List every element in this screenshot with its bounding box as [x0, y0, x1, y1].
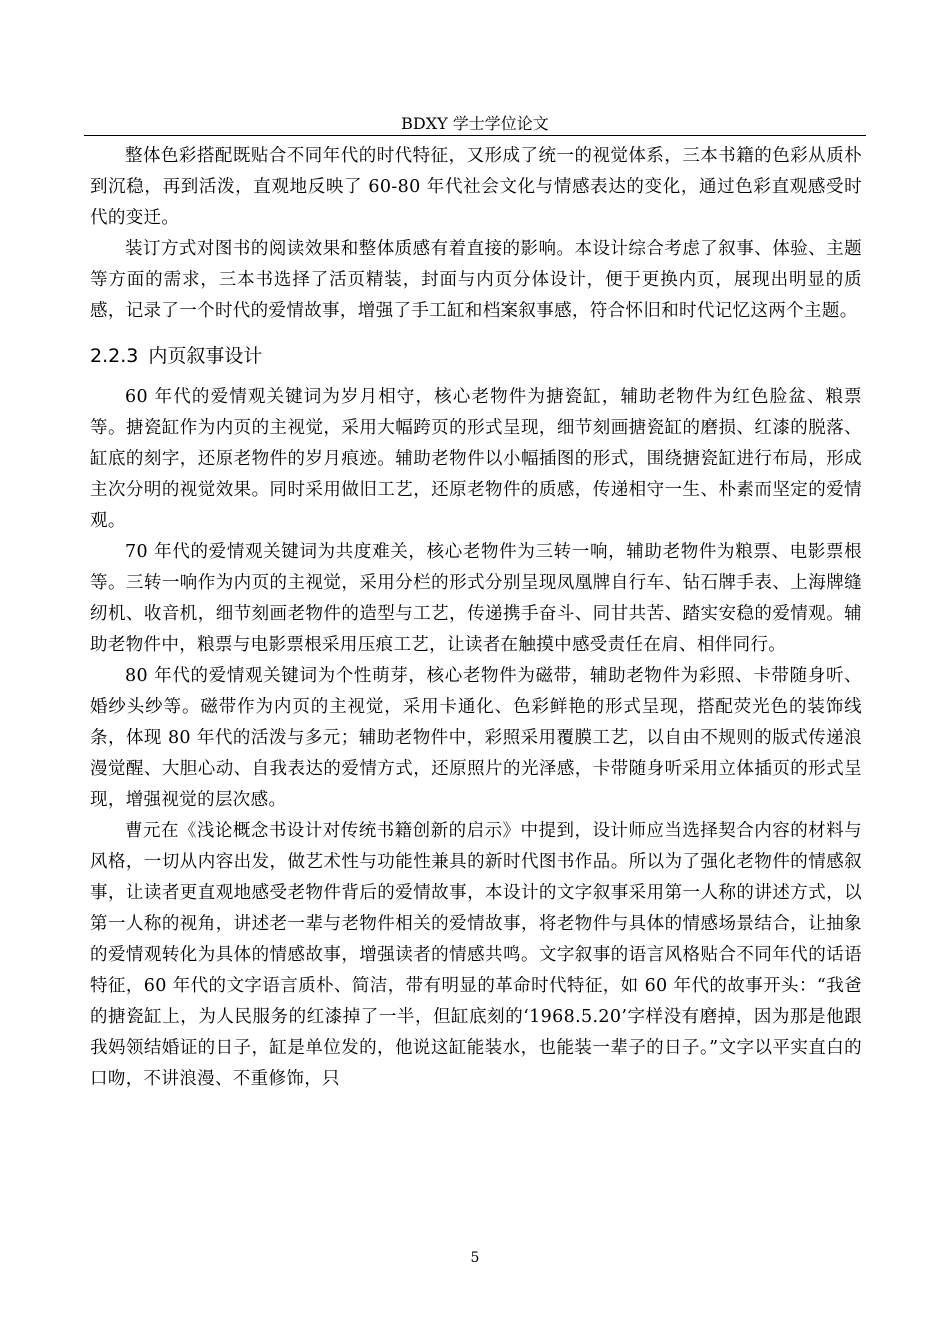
section-heading	[90, 344, 862, 368]
body-paragraph: 装订方式对图书的阅读效果和整体质感有着直接的影响。本设计综合考虑了叙事、体验、主题等方面的需求，三本书选择了活页精装，封面与内页分体设计，便于更换内页，展现出明显的质感，记录了一个时代的爱情故事，增强了手工缸和档案叙事感，符合怀旧和时代记忆这两个主题。	[90, 239, 862, 321]
body-paragraph: 80 年代的爱情观关键词为个性萌芽，核心老物件为磁带，辅助老物件为彩照、卡带随身听、婚纱头纱等。磁带作为内页的主视觉，采用卡通化、色彩鲜艳的形式呈现，搭配荧光色的装饰线条，体现 80 年代的活泼与多元；辅助老物件中，彩照采用覆膜工艺，以自由不规则的版式传递浪漫觉醒、大胆心动、自我表达的爱情方式，还原照片的光泽感，卡带随身听采用立体插页的形式呈现，增强视觉的层次感。	[90, 666, 862, 810]
body-paragraph: 60 年代的爱情观关键词为岁月相守，核心老物件为搪瓷缸，辅助老物件为红色脸盆、粮票等。搪瓷缸作为内页的主视觉，采用大幅跨页的形式呈现，细节刻画搪瓷缸的磨损、红漆的脱落、缸底的刻字，还原老物件的岁月痕迹。辅助老物件以小幅插图的形式，围绕搪瓷缸进行布局，形成主次分明的视觉效果。同时采用做旧工艺，还原老物件的质感，传递相守一生、朴素而坚定的爱情观。	[90, 387, 862, 531]
body-paragraph: 曹元在《浅论概念书设计对传统书籍创新的启示》中提到，设计师应当选择契合内容的材料与风格，一切从内容出发，做艺术性与功能性兼具的新时代图书作品。所以为了强化老物件的情感叙事，让读者更直观地感受老物件背后的爱情故事，本设计的文字叙事采用第一人称的讲述方式，以第一人称的视角，讲述老一辈与老物件相关的爱情故事，将老物件与具体的情感场景结合，让抽象的爱情观转化为具体的情感故事，增强读者的情感共鸣。文字叙事的语言风格贴合不同年代的话语特征，60 年代的文字语言质朴、简洁，带有明显的革命时代特征，如 60 年代的故事开头：“我爸的搪瓷缸上，为人民服务的红漆掉了一半，但缸底刻的‘1968.5.20’字样没有磨掉，因为那是他跟我妈领结婚证的日子，缸是单位发的，他说这缸能装水，也能装一辈子的日子。”文字以平实直白的口吻，不讲浪漫、不重修饰，只	[90, 821, 862, 1089]
header-divider	[84, 135, 866, 136]
body-paragraph: 整体色彩搭配既贴合不同年代的时代特征，又形成了统一的视觉体系，三本书籍的色彩从质朴到沉稳，再到活泼，直观地反映了 60-80 年代社会文化与情感表达的变化，通过色彩直观感受时代的变迁。	[90, 146, 862, 228]
page-number: 5	[470, 1250, 480, 1266]
section-title: 内页叙事设计	[148, 345, 263, 367]
running-header: BDXY 学士学位论文	[401, 114, 549, 133]
body-text	[90, 141, 862, 1095]
section-number: 2.2.3	[90, 345, 139, 367]
body-paragraph: 70 年代的爱情观关键词为共度难关，核心老物件为三转一响，辅助老物件为粮票、电影票根等。三转一响作为内页的主视觉，采用分栏的形式分别呈现凤凰牌自行车、钻石牌手表、上海牌缝纫机、收音机，细节刻画老物件的造型与工艺，传递携手奋斗、同甘共苦、踏实安稳的爱情观。辅助老物件中，粮票与电影票根采用压痕工艺，让读者在触摸中感受责任在肩、相伴同行。	[90, 542, 862, 655]
